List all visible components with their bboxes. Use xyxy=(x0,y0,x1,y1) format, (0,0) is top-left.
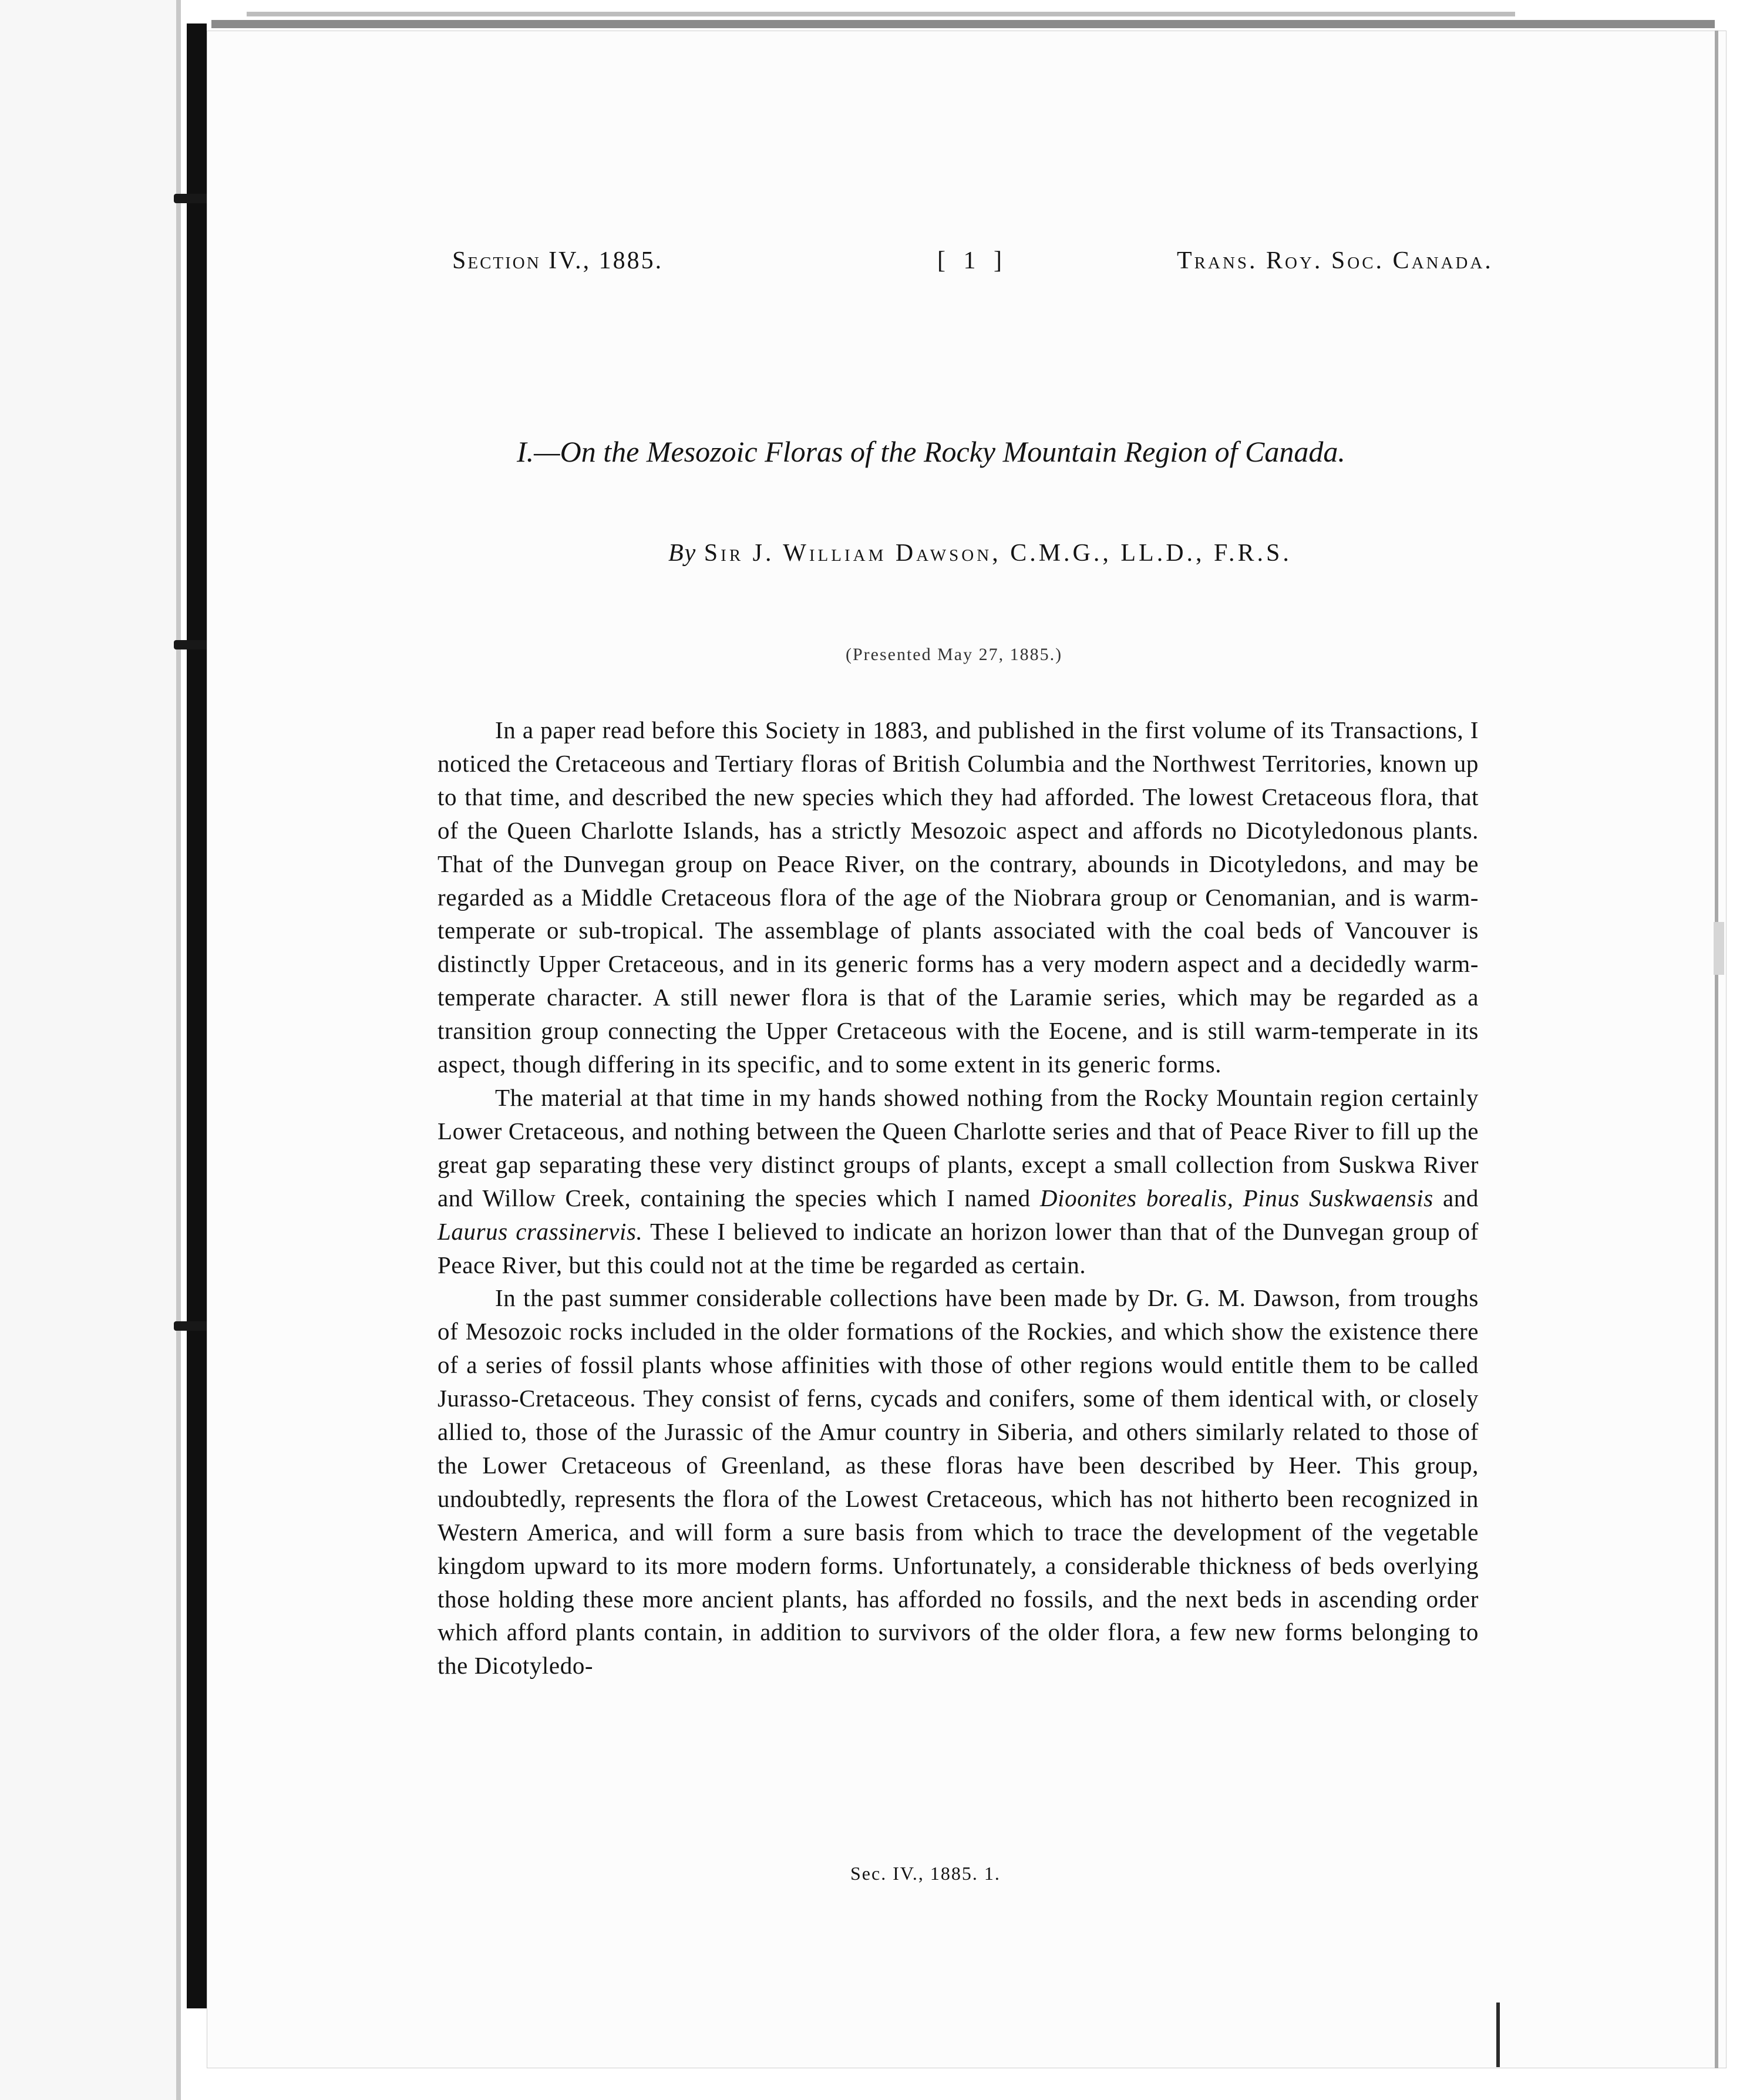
paragraph-text: and xyxy=(1442,1184,1479,1211)
facing-page-edge xyxy=(0,0,176,2100)
paragraph xyxy=(438,714,1479,1081)
article-body xyxy=(438,714,1479,1682)
book-binding xyxy=(187,23,207,2008)
species-name: Dioonites borealis, Pinus Suskwaensis xyxy=(1039,1184,1433,1211)
signature-footer: Sec. IV., 1885. 1. xyxy=(850,1863,1001,1884)
binding-edge xyxy=(176,0,181,2100)
running-head-section: Section IV., 1885. xyxy=(452,247,664,274)
scan-mark xyxy=(1496,2003,1500,2067)
author-name: Sir J. William Dawson, C.M.G., LL.D., F.R.S. xyxy=(704,540,1292,567)
paragraph-text: In a paper read before this Society in 1883, and published in the first volume of its Transactions, I noticed the Cretaceous and Tertiary floras of British Columbia and the Northwest Territories, known up to that time, and described the new species which they had afforded. The lowest Cretaceous flora, that of the Queen Charlotte Islands, has a strictly Mesozoic aspect and affords no Dicotyledonous plants. That of the Dunvegan group on Peace River, on the contrary, abounds in Dicotyledons, and may be regarded as a Middle Cretaceous flora of the age of the Niobrara group or Cenomanian, and is warm-temperate or sub-tropical. The assemblage of plants associated with the coal beds of Vancouver is distinctly Upper Cretaceous, and in its generic forms has a very modern aspect and a decidedly warm-temperate character. A still newer flora is that of the Laramie series, which may be regarded as a transition group connecting the Upper Cretaceous with the Eocene, and is still warm-temperate in its aspect, though differing in its specific, and to some extent in its generic forms. xyxy=(438,716,1479,1078)
byline-prefix: By xyxy=(668,540,697,567)
running-head-journal: Trans. Roy. Soc. Canada. xyxy=(1177,247,1493,274)
paragraph-text: The material at that time in my hands showed nothing from the Rocky Mountain region certainly Lower Cretaceous, and nothing between the Queen Charlotte series and that of Peace River to fill up the great gap separating these very distinct groups of plants, except a small collection from Suskwa River and Willow Creek, containing the species which I named xyxy=(438,1083,1479,1211)
presented-date: (Presented May 27, 1885.) xyxy=(846,645,1063,664)
paragraph-text: These I believed to indicate an horizon lower than that of the Dunvegan group of Peace River, but this could not at the time be regarded as certain. xyxy=(438,1217,1479,1278)
article-title: I.—On the Mesozoic Floras of the Rocky Mountain Region of Canada. xyxy=(517,435,1345,468)
page-top-edge xyxy=(247,12,1515,16)
paragraph xyxy=(438,1281,1479,1682)
species-name: Laurus crassinervis. xyxy=(438,1217,643,1245)
byline xyxy=(668,539,1292,567)
paragraph-text: In the past summer considerable collections have been made by Dr. G. M. Dawson, from troughs of Mesozoic rocks included in the older formations of the Rockies, and which show the existence there of a series of fossil plants whose affinities with those of other regions would entitle them to be called Jurasso-Cretaceous. They consist of ferns, cycads and conifers, some of them identical with, or closely allied to, those of the Jurassic of the Amur country in Siberia, and others similarly related to those of the Lower Cretaceous of Greenland, as these floras have been described by Heer. This group, undoubtedly, represents the flora of the Lowest Cretaceous, which has not hitherto been recognized in Western America, and will form a sure basis from which to trace the development of the vegetable kingdom upward to its more modern forms. Unfortunately, a considerable thickness of beds overlying those holding these more ancient plants, has afforded no fossils, and the next beds in ascending order which afford plants contain, in addition to survivors of the older flora, a few new forms belonging to the Dicotyledo- xyxy=(438,1284,1479,1680)
page-top-shadow xyxy=(211,20,1715,28)
paragraph xyxy=(438,1081,1479,1281)
page-number: [ 1 ] xyxy=(937,247,1008,274)
page-tab-mark xyxy=(1714,922,1724,975)
page-right-edge xyxy=(1715,31,1718,2068)
